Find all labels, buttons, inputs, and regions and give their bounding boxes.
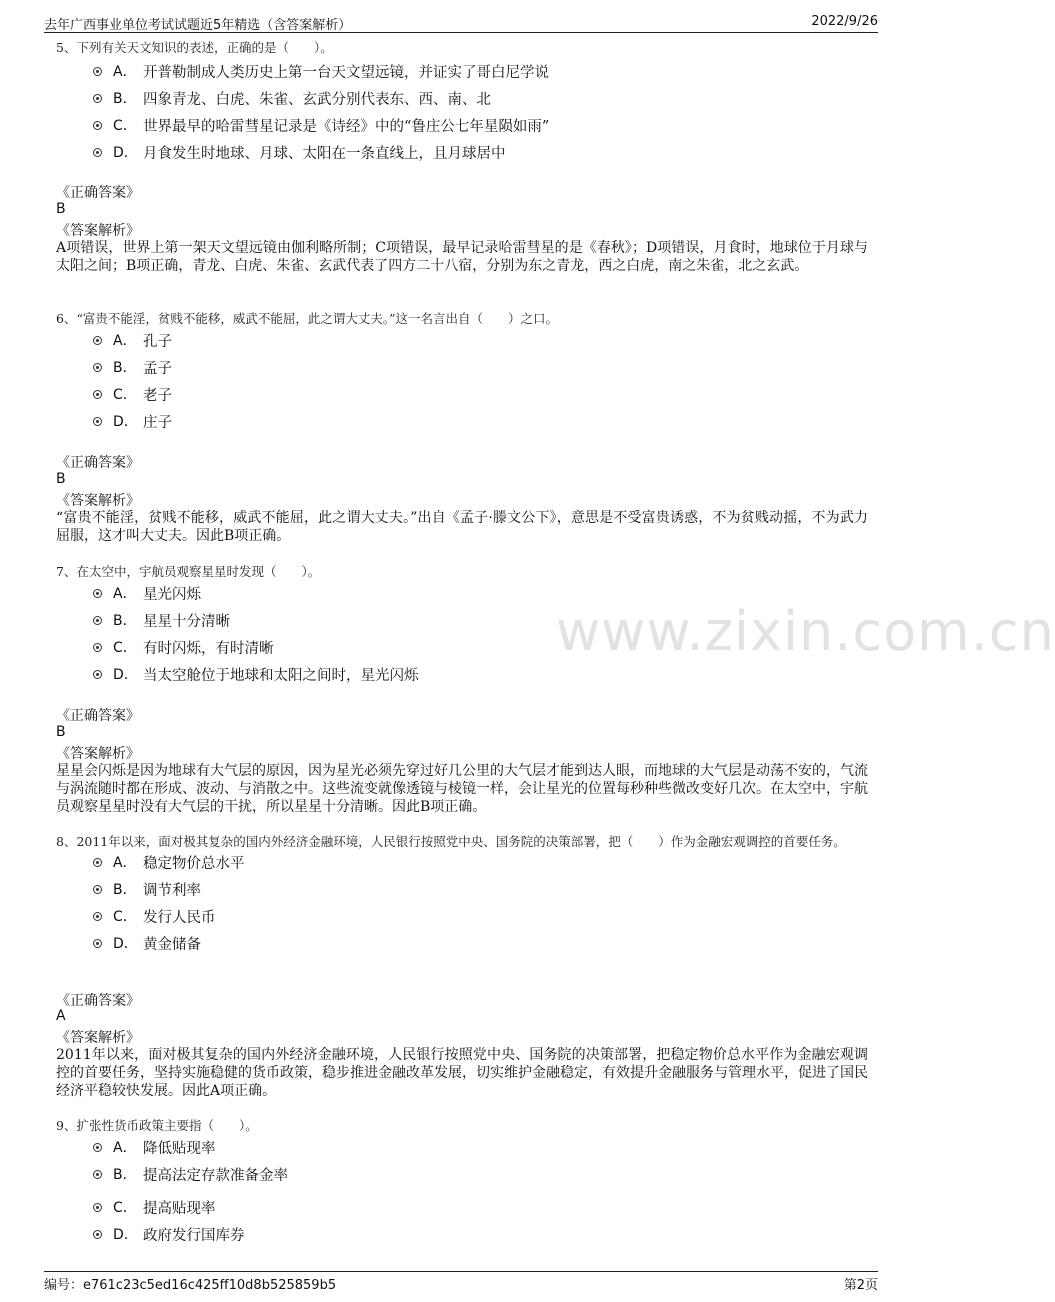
option-letter: D． — [113, 936, 138, 952]
option-text: 庄子 — [143, 415, 172, 431]
option-text: 提高贴现率 — [143, 1201, 216, 1217]
radio-icon[interactable] — [93, 912, 102, 921]
analysis-label: 《答案解析》 — [56, 223, 140, 239]
correct-answer-label: 《正确答案》 — [56, 708, 140, 724]
analysis-label: 《答案解析》 — [56, 493, 140, 509]
radio-icon[interactable] — [93, 1203, 102, 1212]
option-text: 孟子 — [143, 361, 172, 377]
radio-icon[interactable] — [93, 417, 102, 426]
option-letter: D． — [113, 145, 138, 161]
correct-answer-label: 《正确答案》 — [56, 993, 140, 1009]
option-letter: B． — [113, 882, 137, 898]
radio-icon[interactable] — [93, 885, 102, 894]
question-6-analysis: “富贵不能淫，贫贱不能移，威武不能屈，此之谓大丈夫。”出自《孟子·滕文公下》，意思是不受富贵诱惑，不为贫贱动摇，不为武力屈服，这才叫大丈夫。因此B项正确。 — [56, 510, 868, 544]
option-text: 老子 — [143, 388, 172, 404]
option-text: 提高法定存款准备金率 — [143, 1168, 288, 1184]
option-text: 黄金储备 — [143, 937, 201, 953]
option-text: 政府发行国库券 — [143, 1228, 245, 1244]
document-serial: 编号：e761c23c5ed16c425ff10d8b525859b5 — [44, 1278, 337, 1293]
page-footer — [44, 1271, 878, 1294]
question-6-title: 6、“富贵不能淫，贫贱不能移，威武不能屈，此之谓大丈夫。”这一名言出自（ ）之口。 — [56, 311, 558, 326]
option-text: 四象青龙、白虎、朱雀、玄武分别代表东、西、南、北 — [143, 92, 491, 108]
watermark: www.zixin.com.cn — [556, 600, 1055, 663]
option-letter: B． — [113, 91, 137, 107]
analysis-label: 《答案解析》 — [56, 746, 140, 762]
option-text: 星星十分清晰 — [143, 614, 230, 630]
radio-icon[interactable] — [93, 1143, 102, 1152]
correct-answer-label: 《正确答案》 — [56, 185, 140, 201]
question-5-answer: B — [56, 201, 66, 217]
option-letter: B． — [113, 613, 137, 629]
radio-icon[interactable] — [93, 616, 102, 625]
radio-icon[interactable] — [93, 670, 102, 679]
question-9-title: 9、扩张性货币政策主要指（ ）。 — [56, 1118, 258, 1133]
option-letter: A． — [113, 333, 137, 349]
option-text: 世界最早的哈雷彗星记录是《诗经》中的“鲁庄公七年星陨如雨” — [143, 119, 550, 135]
radio-icon[interactable] — [93, 67, 102, 76]
question-7-answer: B — [56, 724, 66, 740]
radio-icon[interactable] — [93, 643, 102, 652]
radio-icon[interactable] — [93, 363, 102, 372]
question-8-answer: A — [56, 1008, 66, 1024]
option-text: 稳定物价总水平 — [143, 856, 245, 872]
radio-icon[interactable] — [93, 589, 102, 598]
radio-icon[interactable] — [93, 121, 102, 130]
option-letter: A． — [113, 855, 137, 871]
option-letter: C． — [113, 387, 137, 403]
radio-icon[interactable] — [93, 858, 102, 867]
option-letter: D． — [113, 1227, 138, 1243]
analysis-label: 《答案解析》 — [56, 1030, 140, 1046]
option-letter: A． — [113, 586, 137, 602]
radio-icon[interactable] — [93, 336, 102, 345]
option-text: 孔子 — [143, 334, 172, 350]
radio-icon[interactable] — [93, 148, 102, 157]
page-number: 第2页 — [843, 1278, 878, 1293]
option-letter: D． — [113, 667, 138, 683]
page-header — [44, 10, 878, 33]
question-5-analysis: A项错误，世界上第一架天文望远镜由伽利略所制；C项错误，最早记录哈雷彗星的是《春秋》；D项错误，月食时，地球位于月球与太阳之间；B项正确，青龙、白虎、朱雀、玄武代表了四方二十八宿，分别为东之青龙，西之白虎，南之朱雀，北之玄武。 — [56, 240, 868, 274]
option-letter: C． — [113, 909, 137, 925]
question-7-analysis: 星星会闪烁是因为地球有大气层的原因，因为星光必须先穿过好几公里的大气层才能到达人眼，而地球的大气层是动荡不安的，气流与涡流随时都在形成、波动、与消散之中。这些流变就像透镜与棱镜一样，会让星光的位置每秒种些微改变好几次。在太空中，宇航员观察星星时没有大气层的干扰，所以星星十分清晰。因此B项正确。 — [56, 763, 868, 815]
question-5-title: 5、下列有关天文知识的表述，正确的是（ ）。 — [56, 40, 333, 55]
radio-icon[interactable] — [93, 1230, 102, 1239]
option-letter: C． — [113, 118, 137, 134]
option-letter: B． — [113, 360, 137, 376]
option-text: 调节利率 — [143, 883, 201, 899]
question-8-title: 8、2011年以来，面对极其复杂的国内外经济金融环境，人民银行按照党中央、国务院的决策部署，把（ ）作为金融宏观调控的首要任务。 — [56, 834, 846, 849]
correct-answer-label: 《正确答案》 — [56, 455, 140, 471]
option-letter: C． — [113, 640, 137, 656]
option-text: 开普勒制成人类历史上第一台天文望远镜，并证实了哥白尼学说 — [143, 65, 549, 81]
radio-icon[interactable] — [93, 939, 102, 948]
document-title: 去年广西事业单位考试试题近5年精选（含答案解析） — [44, 18, 352, 33]
option-letter: D． — [113, 414, 138, 430]
radio-icon[interactable] — [93, 1170, 102, 1179]
option-text: 星光闪烁 — [143, 587, 201, 603]
document-date: 2022/9/26 — [811, 14, 878, 29]
question-6-answer: B — [56, 471, 66, 487]
option-letter: A． — [113, 64, 137, 80]
option-letter: B． — [113, 1167, 137, 1183]
option-letter: A． — [113, 1140, 137, 1156]
radio-icon[interactable] — [93, 390, 102, 399]
question-7-title: 7、在太空中，宇航员观察星星时发现（ ）。 — [56, 564, 321, 579]
option-text: 当太空舱位于地球和太阳之间时，星光闪烁 — [143, 668, 419, 684]
option-letter: C． — [113, 1200, 137, 1216]
option-text: 有时闪烁，有时清晰 — [143, 641, 274, 657]
radio-icon[interactable] — [93, 94, 102, 103]
question-8-analysis: 2011年以来，面对极其复杂的国内外经济金融环境，人民银行按照党中央、国务院的决策部署，把稳定物价总水平作为金融宏观调控的首要任务，坚持实施稳健的货币政策，稳步推进金融改革发展，切实维护金融稳定，有效提升金融服务与管理水平，促进了国民经济平稳较快发展。因此A项正确。 — [56, 1047, 868, 1099]
option-text: 月食发生时地球、月球、太阳在一条直线上，且月球居中 — [143, 146, 506, 162]
option-text: 降低贴现率 — [143, 1141, 216, 1157]
option-text: 发行人民币 — [143, 910, 216, 926]
